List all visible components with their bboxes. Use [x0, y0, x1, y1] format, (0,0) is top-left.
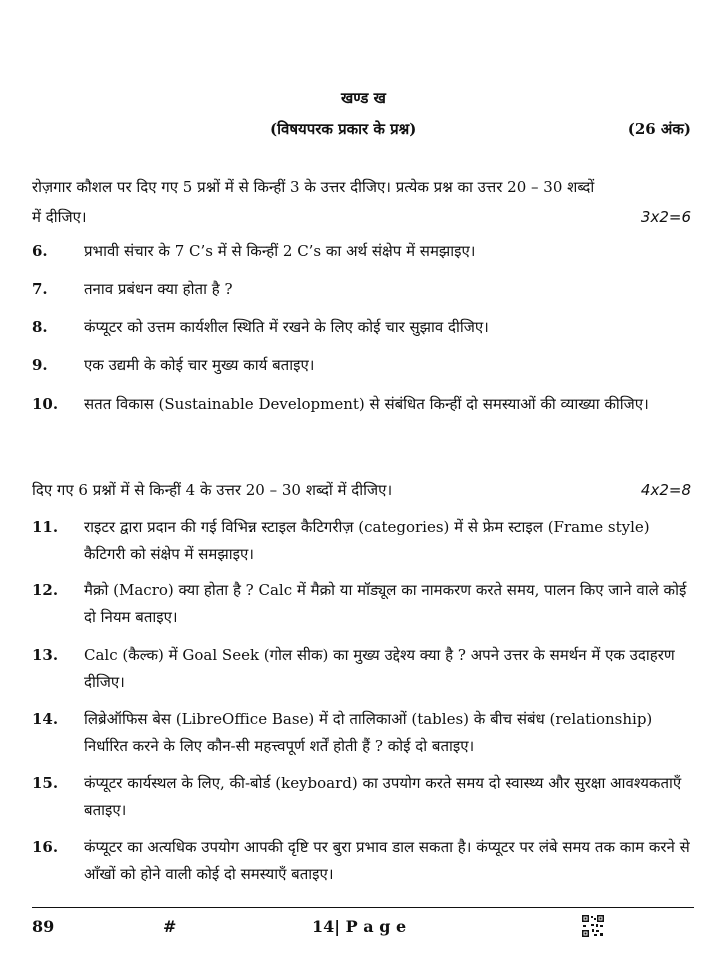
question-number: 6. — [32, 242, 48, 260]
question-text: कंप्यूटर का अत्यधिक उपयोग आपकी दृष्टि पर बुरा प्रभाव डाल सकता है। कंप्यूटर पर लंबे समय तक काम करने से आँखों को होने वाली कोई दो समस्याएँ बताइए। — [84, 838, 690, 883]
question-text: Calc (कैल्क) में Goal Seek (गोल सीक) का मुख्य उद्देश्य क्या है ? अपने उत्तर के समर्थन में एक उदाहरण दीजिए। — [84, 646, 675, 691]
question-text: राइटर द्वारा प्रदान की गई विभिन्न स्टाइल कैटिगरीज़ (categories) में से फ्रेम स्टाइल (Frame style) कैटिगरी को संक्षेप में समझाइए। — [84, 518, 650, 563]
qr-code-icon — [582, 915, 604, 937]
question-15 — [32, 770, 692, 824]
part1-score: 3x2=6 — [640, 208, 691, 226]
question-text: प्रभावी संचार के 7 C’s में से किन्हीं 2 C’s का अर्थ संक्षेप में समझाइए। — [84, 242, 476, 260]
question-number: 11. — [32, 518, 59, 536]
section-marks: (26 अंक) — [627, 120, 691, 138]
question-12 — [32, 577, 692, 631]
question-number: 8. — [32, 318, 48, 336]
page-number: 14| P a g e — [312, 917, 407, 936]
question-8 — [32, 314, 692, 341]
question-number: 14. — [32, 710, 59, 728]
part1-instruction-line2: में दीजिए। — [32, 208, 87, 226]
question-text: तनाव प्रबंधन क्या होता है ? — [84, 280, 233, 298]
question-number: 15. — [32, 774, 59, 792]
section-subtitle: (विषयपरक प्रकार के प्रश्न) — [270, 120, 417, 138]
footer-code: 89 — [32, 917, 55, 936]
question-13 — [32, 642, 692, 696]
question-text: सतत विकास (Sustainable Development) से संबंधित किन्हीं दो समस्याओं की व्याख्या कीजिए। — [84, 395, 649, 413]
question-number: 10. — [32, 395, 59, 413]
part1-instruction — [32, 172, 692, 232]
question-text: कंप्यूटर कार्यस्थल के लिए, की-बोर्ड (keyboard) का उपयोग करते समय दो स्वास्थ्य और सुरक्षा आवश्यकताएँ बताइए। — [84, 774, 682, 819]
question-number: 12. — [32, 581, 59, 599]
question-14 — [32, 706, 692, 760]
footer-divider — [32, 907, 694, 908]
question-16 — [32, 834, 692, 888]
question-number: 16. — [32, 838, 59, 856]
part2-score: 4x2=8 — [640, 481, 691, 499]
question-text: कंप्यूटर को उत्तम कार्यशील स्थिति में रखने के लिए कोई चार सुझाव दीजिए। — [84, 318, 489, 336]
question-6 — [32, 238, 692, 265]
question-text: एक उद्यमी के कोई चार मुख्य कार्य बताइए। — [84, 356, 315, 374]
question-11 — [32, 514, 692, 568]
footer-hash: # — [163, 917, 177, 936]
part2-instruction: दिए गए 6 प्रश्नों में से किन्हीं 4 के उत्तर 20 – 30 शब्दों में दीजिए। — [32, 481, 393, 499]
question-number: 13. — [32, 646, 59, 664]
question-10 — [32, 391, 692, 418]
question-text: लिब्रेऑफिस बेस (LibreOffice Base) में दो तालिकाओं (tables) के बीच संबंध (relationship) निर्धारित करने के लिए कौन-सी महत्त्वपूर्ण शर्तें होती हैं ? कोई दो बताइए। — [84, 710, 653, 755]
question-text: मैक्रो (Macro) क्या होता है ? Calc में मैक्रो या मॉड्यूल का नामकरण करते समय, पालन किए जाने वाले कोई दो नियम बताइए। — [84, 581, 687, 626]
question-number: 9. — [32, 356, 48, 374]
part1-instruction-line1: रोज़गार कौशल पर दिए गए 5 प्रश्नों में से किन्हीं 3 के उत्तर दीजिए। प्रत्येक प्रश्न का उत्तर 20 – 30 शब्दों — [32, 178, 595, 196]
question-7 — [32, 276, 692, 303]
section-title: खण्ड ख — [341, 89, 386, 107]
question-9 — [32, 352, 692, 379]
question-number: 7. — [32, 280, 48, 298]
